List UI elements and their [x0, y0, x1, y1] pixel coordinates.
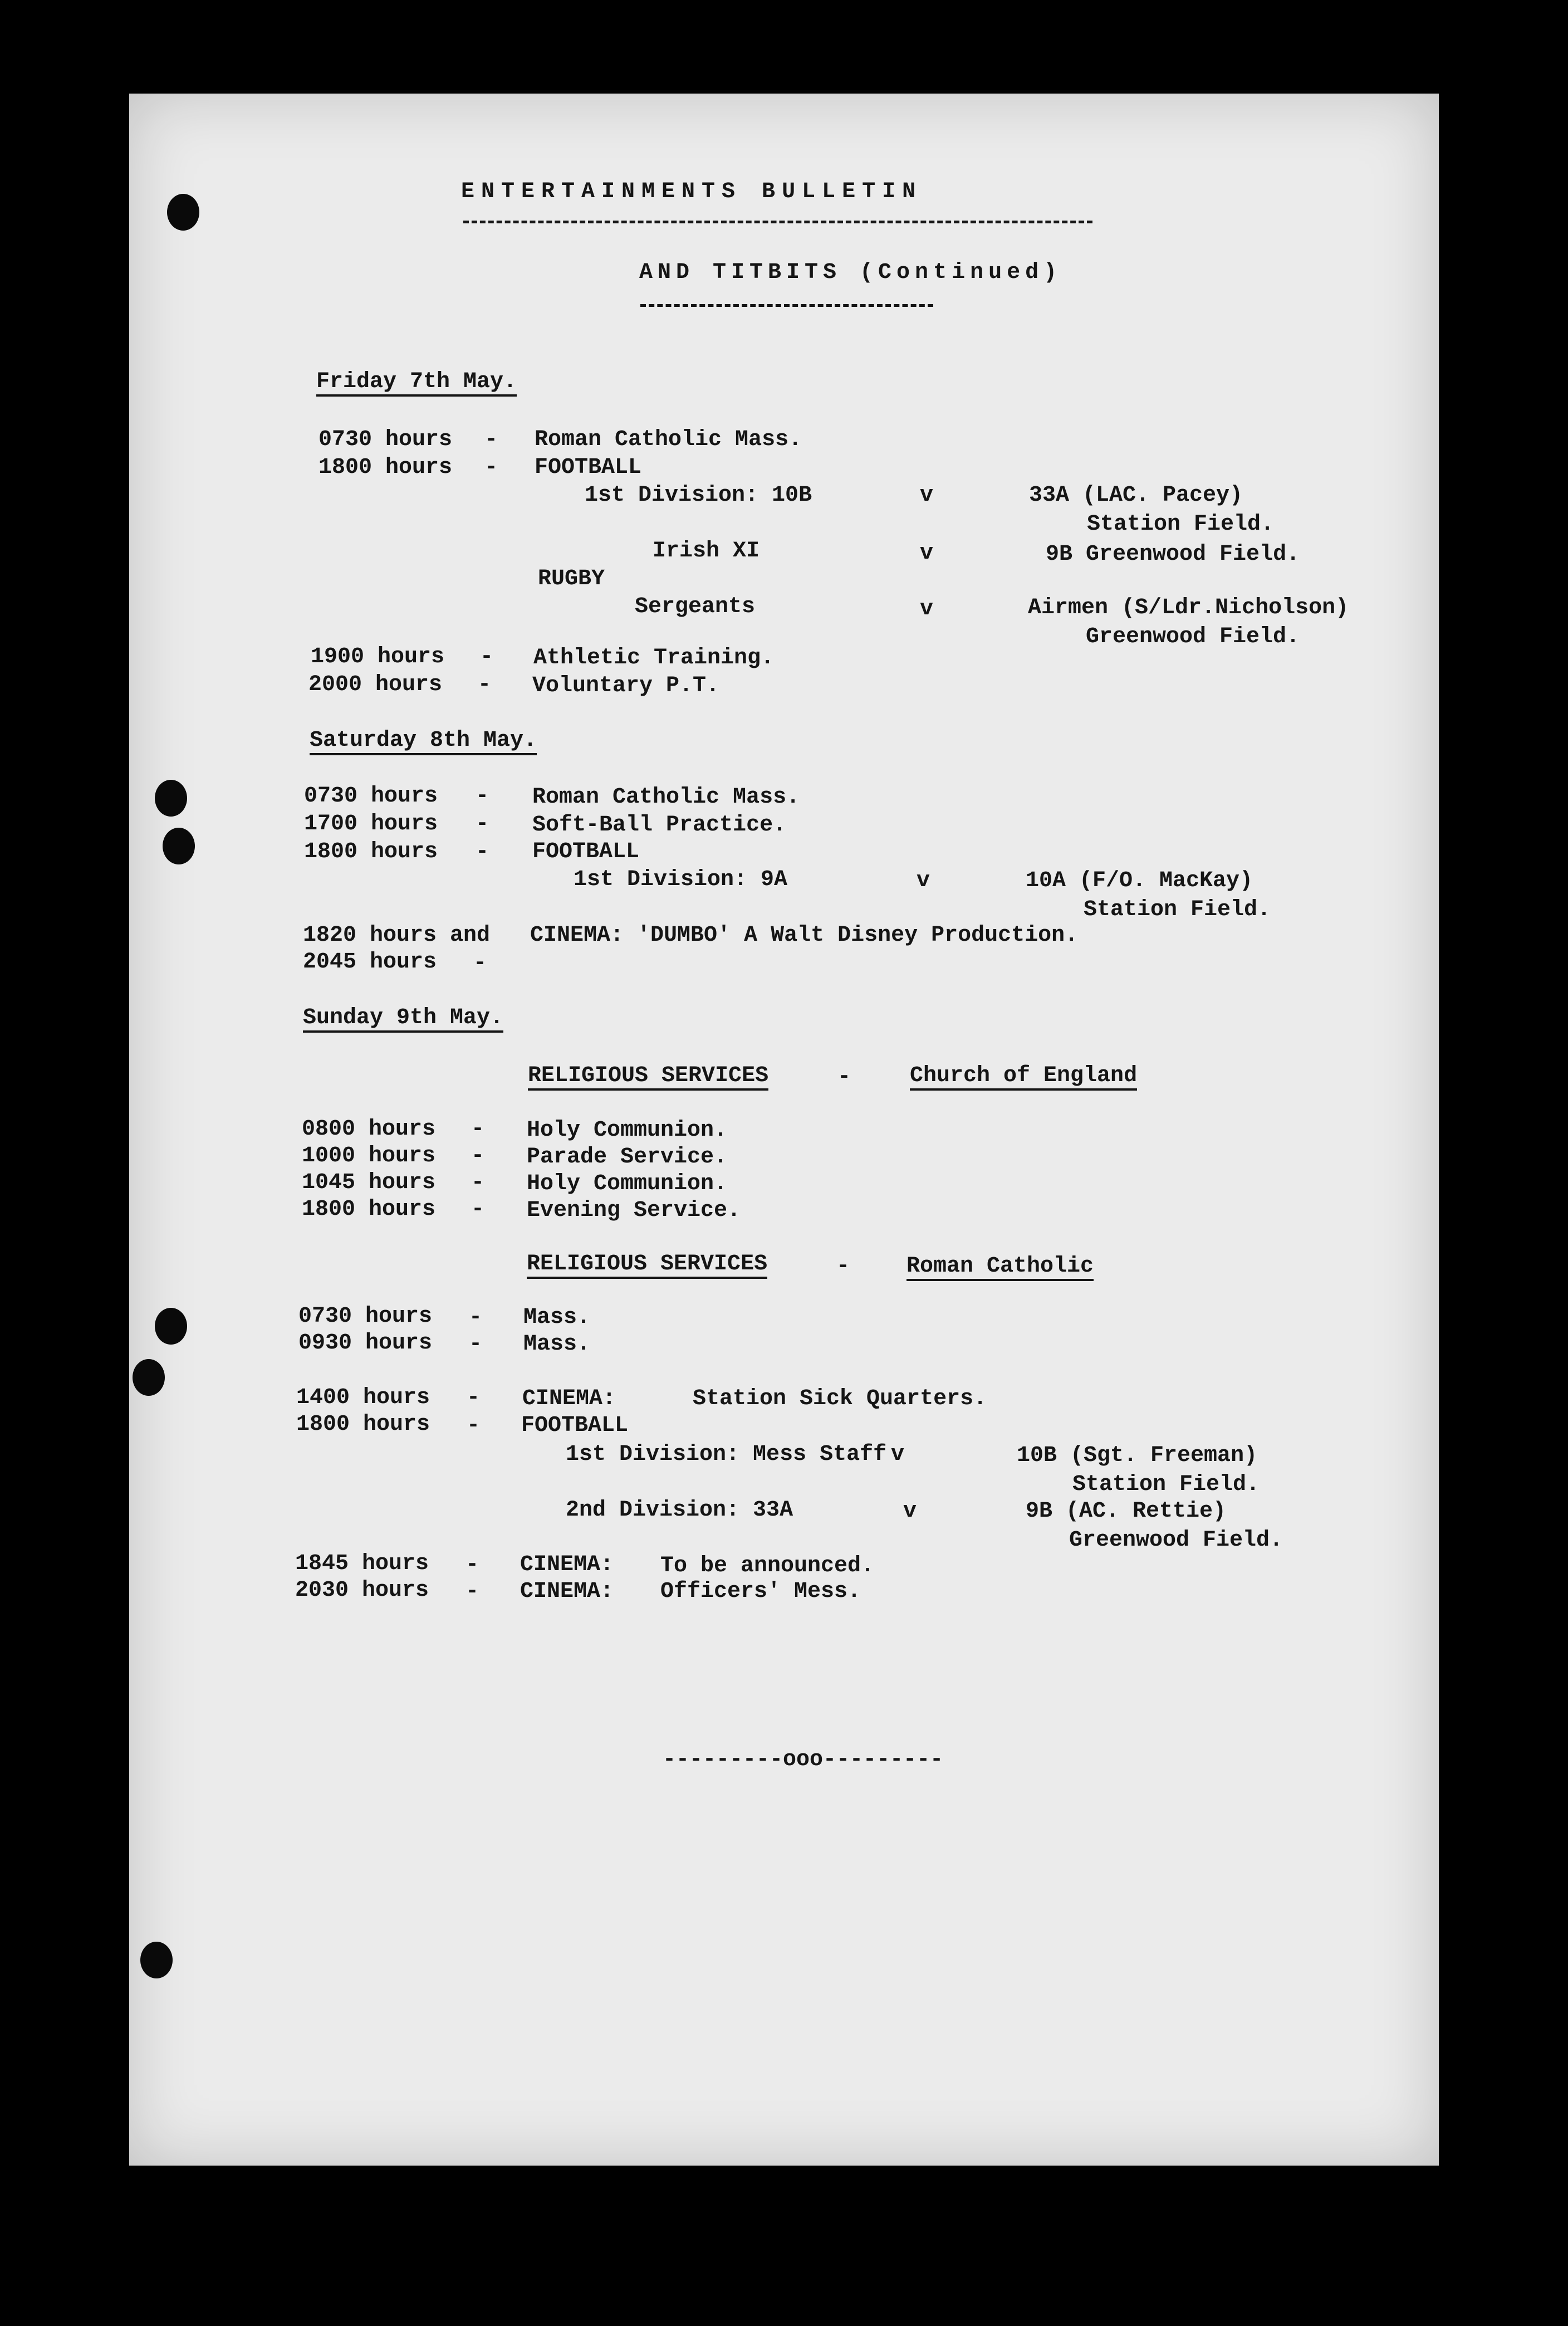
time: 1800 hours	[318, 455, 453, 480]
dash: -	[480, 644, 494, 670]
dash: -	[465, 1579, 479, 1604]
end-mark: ---------ooo---------	[663, 1747, 944, 1772]
dash: -	[469, 1305, 483, 1330]
time: 2030 hours	[295, 1578, 429, 1603]
match-away: 33A (LAC. Pacey)	[1029, 483, 1243, 508]
services-heading: RELIGIOUS SERVICES	[527, 1253, 767, 1279]
match-home: 2nd Division: 33A	[566, 1498, 793, 1523]
event: CINEMA:	[520, 1552, 614, 1577]
title-rule	[463, 221, 1092, 223]
bulletin-title: ENTERTAINMENTS BULLETIN	[461, 179, 923, 204]
match-home: 1st Division: Mess Staff	[566, 1442, 887, 1467]
match-away: Airmen (S/Ldr.Nicholson)	[1028, 595, 1349, 620]
time: 0800 hours	[302, 1117, 436, 1142]
event: Mass.	[523, 1332, 591, 1357]
event: CINEMA:	[522, 1386, 616, 1411]
time: 1700 hours	[304, 812, 438, 837]
event-detail: Officers' Mess.	[660, 1579, 861, 1604]
match-versus: v	[920, 483, 934, 508]
punch-hole	[155, 780, 187, 817]
match-venue: Greenwood Field.	[1069, 1528, 1283, 1553]
dash: -	[465, 1552, 479, 1577]
dash: -	[484, 427, 498, 452]
time: 1400 hours	[296, 1385, 430, 1410]
punch-hole	[163, 828, 195, 864]
event: Holy Communion.	[527, 1171, 728, 1196]
day-heading-sunday: Sunday 9th May.	[303, 1007, 503, 1033]
time: 2000 hours	[308, 672, 443, 697]
punch-hole	[167, 194, 199, 231]
dash: -	[476, 784, 489, 809]
punch-hole	[140, 1942, 173, 1978]
match-versus: v	[920, 541, 934, 566]
time: 0730 hours	[318, 427, 453, 452]
time: 1845 hours	[295, 1551, 429, 1576]
match-away: 9B (AC. Rettie)	[1026, 1499, 1227, 1524]
event: Parade Service.	[527, 1145, 728, 1170]
time: 1820 hours and	[303, 923, 491, 948]
match-home: 1st Division: 10B	[585, 483, 812, 508]
time: 0930 hours	[298, 1331, 433, 1356]
event: Athletic Training.	[533, 646, 775, 671]
dash: -	[478, 672, 492, 697]
punch-hole	[155, 1308, 187, 1345]
event: Roman Catholic Mass.	[535, 427, 802, 452]
services-heading: RELIGIOUS SERVICES	[528, 1065, 768, 1091]
dash: -	[471, 1197, 485, 1222]
match-away: 9B Greenwood Field.	[1046, 542, 1300, 567]
event: FOOTBALL	[521, 1413, 629, 1438]
dash: -	[476, 839, 489, 864]
match-venue: Station Field.	[1084, 897, 1271, 922]
dash: -	[476, 812, 489, 837]
dash: -	[484, 455, 498, 480]
time: 1800 hours	[296, 1412, 430, 1437]
time: 0730 hours	[304, 784, 438, 809]
dash: -	[473, 951, 487, 976]
event: Evening Service.	[527, 1198, 741, 1223]
match-home: Sergeants	[635, 594, 756, 619]
match-home: 1st Division: 9A	[574, 867, 788, 892]
event: Mass.	[523, 1305, 591, 1330]
dash: -	[471, 1117, 485, 1142]
match-away: 10B (Sgt. Freeman)	[1017, 1443, 1258, 1468]
bulletin-subtitle: AND TITBITS (Continued)	[639, 260, 1062, 285]
dash: -	[471, 1144, 485, 1169]
event-detail: To be announced.	[660, 1553, 875, 1579]
dash: -	[837, 1064, 851, 1089]
match-venue: Station Field.	[1087, 512, 1275, 537]
dash: -	[467, 1413, 481, 1438]
event: Roman Catholic Mass.	[532, 785, 800, 810]
match-venue: Greenwood Field.	[1086, 624, 1300, 649]
denomination: Roman Catholic	[906, 1255, 1094, 1281]
day-heading-saturday: Saturday 8th May.	[310, 730, 537, 755]
event-detail: Station Sick Quarters.	[693, 1386, 987, 1411]
event: FOOTBALL	[535, 455, 642, 480]
event: Voluntary P.T.	[532, 673, 720, 698]
dash: -	[836, 1254, 850, 1279]
dash: -	[471, 1170, 485, 1195]
dash: -	[467, 1385, 481, 1410]
event: CINEMA: 'DUMBO' A Walt Disney Production.	[530, 923, 1079, 948]
time: 1000 hours	[302, 1144, 436, 1169]
match-home: Irish XI	[653, 539, 760, 564]
event: Soft-Ball Practice.	[532, 813, 787, 838]
match-versus: v	[903, 1499, 917, 1524]
punch-hole	[133, 1359, 165, 1396]
match-versus: v	[917, 868, 930, 893]
time: 1045 hours	[302, 1170, 436, 1195]
event: Holy Communion.	[527, 1118, 728, 1143]
time: 0730 hours	[298, 1304, 433, 1329]
time: 1800 hours	[302, 1197, 436, 1222]
sport-heading: RUGBY	[538, 566, 605, 592]
match-versus: v	[891, 1442, 905, 1467]
event: CINEMA:	[520, 1579, 614, 1604]
event: FOOTBALL	[532, 839, 640, 864]
time: 2045 hours	[303, 950, 437, 975]
time: 1900 hours	[311, 644, 445, 670]
match-away: 10A (F/O. MacKay)	[1026, 868, 1253, 893]
match-venue: Station Field.	[1072, 1472, 1260, 1497]
match-versus: v	[920, 597, 934, 622]
denomination: Church of England	[910, 1065, 1137, 1091]
dash: -	[469, 1332, 483, 1357]
subtitle-rule	[640, 304, 933, 307]
time: 1800 hours	[304, 839, 438, 864]
day-heading-friday: Friday 7th May.	[316, 371, 517, 397]
